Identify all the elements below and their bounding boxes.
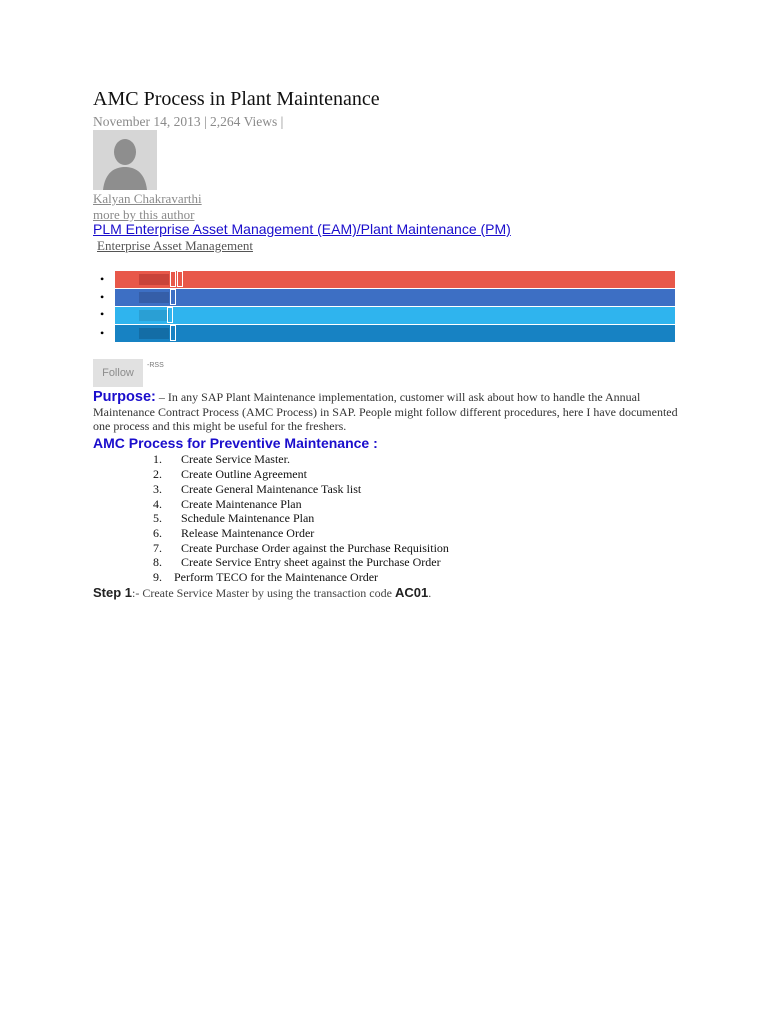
more-by-author-link[interactable]: more by this author bbox=[93, 207, 195, 222]
follow-button[interactable]: Follow bbox=[93, 359, 143, 387]
bullet: • bbox=[100, 307, 105, 321]
list-text: Create General Maintenance Task list bbox=[181, 482, 362, 496]
list-number: 7. bbox=[153, 541, 162, 555]
list-number: 1. bbox=[153, 452, 162, 466]
list-number: 4. bbox=[153, 497, 162, 511]
rss-label: RSS bbox=[149, 362, 164, 369]
list-number: 5. bbox=[153, 511, 162, 525]
section-heading: AMC Process for Preventive Maintenance : bbox=[93, 435, 378, 451]
purpose-label: Purpose: bbox=[93, 389, 156, 405]
share-button-placeholder bbox=[139, 328, 169, 339]
avatar[interactable] bbox=[93, 130, 157, 190]
bullet: • bbox=[100, 326, 105, 340]
list-number: 8. bbox=[153, 555, 162, 569]
user-silhouette-icon bbox=[93, 130, 157, 190]
step-1-label: Step 1 bbox=[93, 585, 133, 600]
author-link[interactable]: Kalyan Chakravarthi bbox=[93, 191, 202, 206]
list-text: Create Service Entry sheet against the Purchase Order bbox=[181, 555, 441, 569]
step-1-end: . bbox=[428, 586, 432, 600]
purpose-text: – In any SAP Plant Maintenance implementation, customer will ask about how to handle the Annual Maintenance Contract Process (AMC Process) in SAP. People might follow different procedures, here I have documented one process and this might be useful for the freshers. bbox=[93, 390, 678, 433]
list-text: Create Outline Agreement bbox=[181, 467, 307, 481]
list-text: Create Service Master. bbox=[181, 452, 290, 466]
subcategory-link[interactable]: Enterprise Asset Management bbox=[97, 238, 253, 253]
transaction-code: AC01 bbox=[394, 585, 429, 600]
category-link[interactable]: PLM Enterprise Asset Management (EAM)/Plant Maintenance (PM) bbox=[93, 221, 511, 237]
list-number: 3. bbox=[153, 482, 162, 496]
list-text: Schedule Maintenance Plan bbox=[181, 511, 315, 525]
list-text: Perform TECO for the Maintenance Order bbox=[174, 570, 379, 584]
purpose-paragraph bbox=[93, 390, 683, 434]
rss-link[interactable]: -RSS bbox=[147, 362, 164, 369]
bullet: • bbox=[100, 290, 105, 304]
share-button-placeholder bbox=[139, 292, 169, 303]
share-count-box bbox=[170, 325, 176, 341]
share-bar-2[interactable] bbox=[115, 289, 675, 306]
list-text: Create Purchase Order against the Purchase Requisition bbox=[181, 541, 449, 555]
list-text: Release Maintenance Order bbox=[181, 526, 315, 540]
share-count-box bbox=[170, 289, 176, 305]
list-text: Create Maintenance Plan bbox=[181, 497, 302, 511]
share-count-box bbox=[170, 271, 176, 287]
step-1-text: :- Create Service Master by using the transaction code bbox=[132, 586, 395, 600]
share-bar-4[interactable] bbox=[115, 325, 675, 342]
list-number: 9. bbox=[153, 570, 162, 584]
share-button-placeholder bbox=[139, 310, 169, 321]
list-number: 6. bbox=[153, 526, 162, 540]
share-count-box bbox=[177, 271, 183, 287]
article-meta: November 14, 2013 | 2,264 Views | bbox=[93, 114, 284, 129]
share-bar-3[interactable] bbox=[115, 307, 675, 324]
step-1-paragraph bbox=[93, 585, 431, 601]
list-number: 2. bbox=[153, 467, 162, 481]
share-count-box bbox=[167, 307, 173, 323]
share-bar-1[interactable] bbox=[115, 271, 675, 288]
share-button-placeholder bbox=[139, 274, 169, 285]
page-title: AMC Process in Plant Maintenance bbox=[93, 88, 380, 110]
bullet: • bbox=[100, 272, 105, 286]
